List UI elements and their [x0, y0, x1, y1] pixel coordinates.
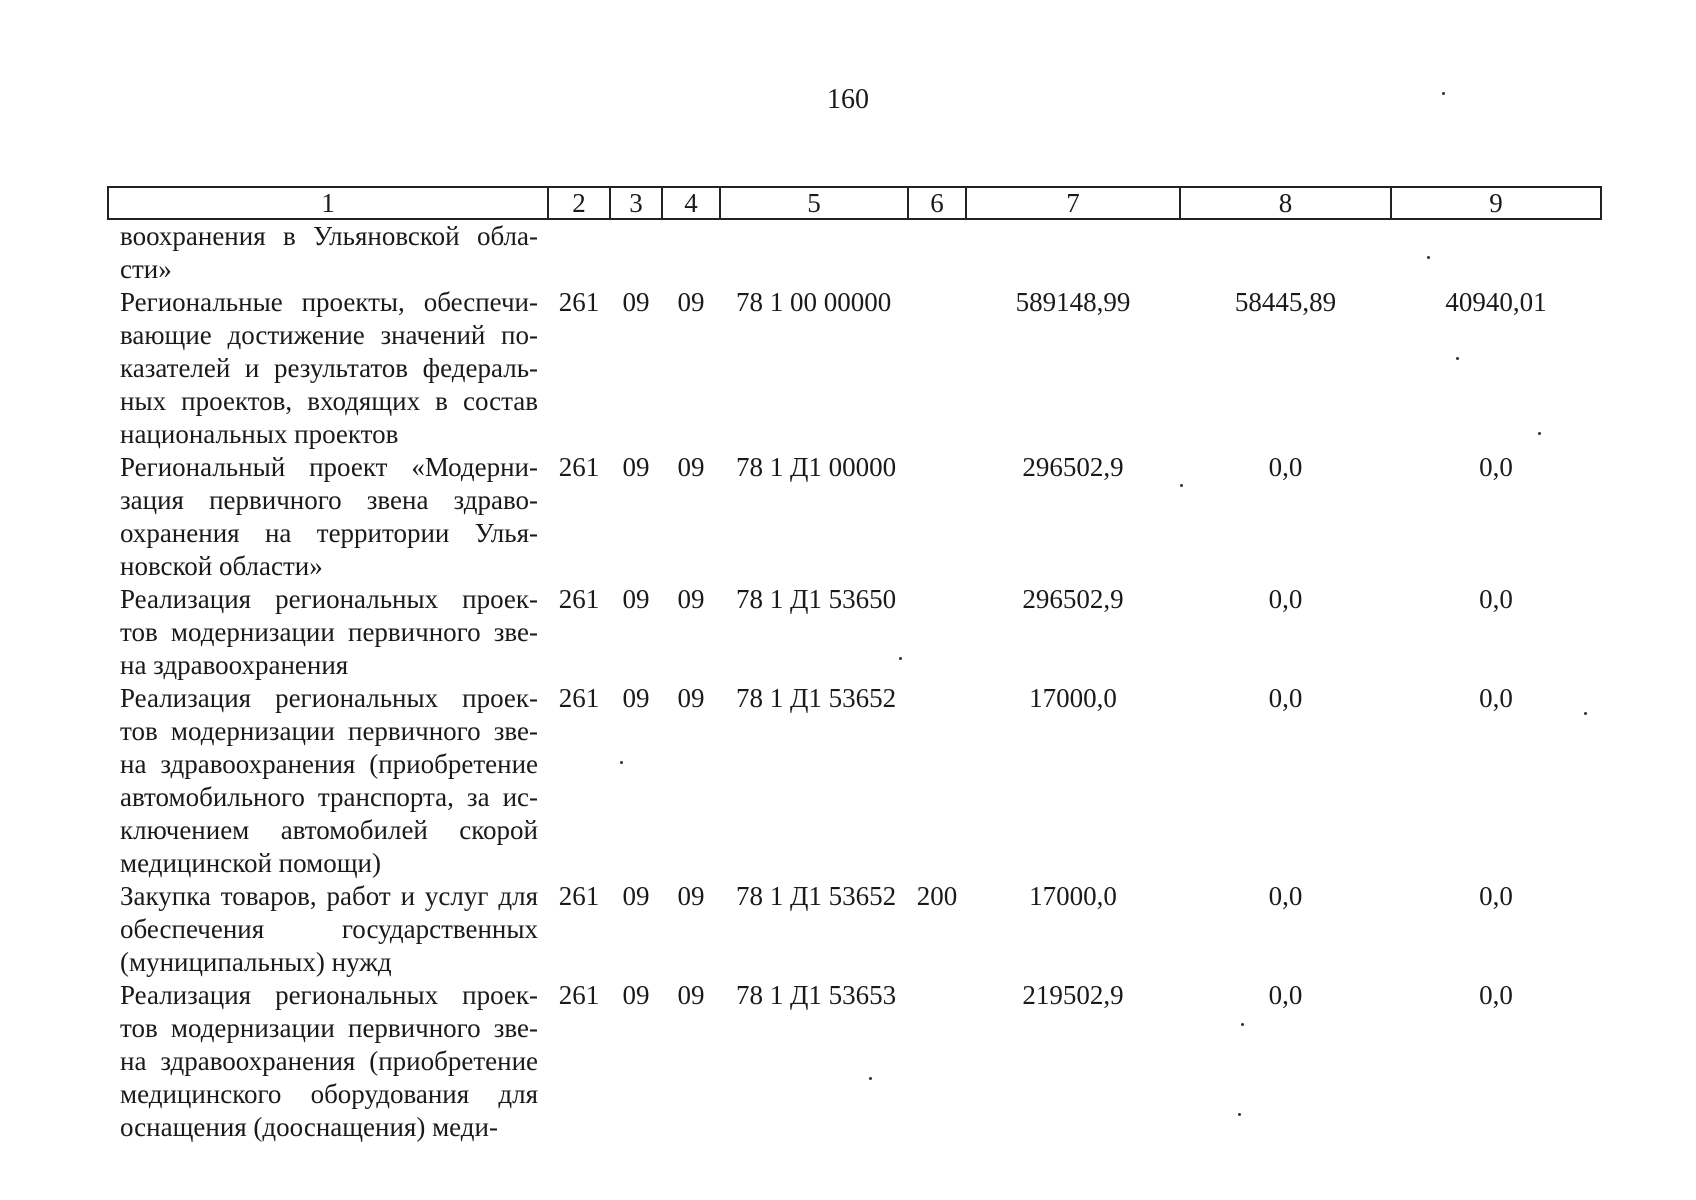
cell-amount-year2: 0,0 — [1268, 584, 1303, 614]
cell-section: 09 — [622, 980, 650, 1010]
cell-section: 09 — [622, 881, 650, 911]
column-header: 4 — [662, 187, 720, 219]
cell-amount-year3: 0,0 — [1479, 584, 1513, 614]
column-header: 5 — [720, 187, 908, 219]
cell-admin-code: 261 — [558, 452, 600, 482]
row-name: воохранения в Ульяновской обла-сти» — [120, 221, 538, 284]
cell-amount-year1: 17000,0 — [1029, 683, 1117, 713]
cell-expense-type — [908, 286, 966, 451]
cell-subsection: 09 — [677, 683, 705, 713]
budget-table — [107, 186, 1602, 1144]
cell-target-article — [720, 219, 908, 286]
cell-amount-year2: 0,0 — [1268, 452, 1303, 482]
cell-amount-year1: 589148,99 — [1015, 287, 1131, 317]
row-name: Реализация региональных проек-тов модернизации первичного зве-на здравоохранения (приобретение медицинского оборудования для оснащения (дооснащения) меди- — [120, 980, 538, 1142]
table-row — [108, 880, 1601, 979]
cell-admin-code — [548, 219, 610, 286]
scan-speck — [1238, 1113, 1241, 1116]
row-name: Реализация региональных проек-тов модернизации первичного зве-на здравоохранения — [120, 584, 538, 680]
cell-amount-year3: 0,0 — [1479, 881, 1513, 911]
scan-speck — [1584, 712, 1587, 715]
column-header: 9 — [1391, 187, 1601, 219]
cell-amount-year3 — [1391, 219, 1601, 286]
cell-amount-year2: 58445,89 — [1234, 287, 1337, 317]
cell-section: 09 — [622, 683, 650, 713]
cell-target-article: 78 1 Д1 00000 — [736, 452, 897, 482]
column-header: 2 — [548, 187, 610, 219]
cell-target-article: 78 1 Д1 53652 — [736, 881, 897, 911]
row-name: Региональные проекты, обеспечи-вающие достижение значений по-казателей и результатов федераль-ных проектов, входящих в состав национальных проектов — [120, 287, 538, 449]
row-name: Региональный проект «Модерни-зация первичного звена здраво-охранения на территории Улья-новской области» — [120, 452, 538, 581]
cell-subsection: 09 — [677, 287, 705, 317]
header-row — [108, 187, 1601, 219]
cell-amount-year1: 17000,0 — [1029, 881, 1117, 911]
table-body — [108, 219, 1601, 1144]
cell-subsection: 09 — [677, 452, 705, 482]
scan-speck — [1241, 1023, 1244, 1026]
scan-speck — [1538, 432, 1541, 435]
cell-amount-year2: 0,0 — [1268, 881, 1303, 911]
column-header: 7 — [966, 187, 1180, 219]
table-row — [108, 286, 1601, 451]
table-row — [108, 219, 1601, 286]
column-header: 6 — [908, 187, 966, 219]
scan-speck — [899, 657, 902, 660]
cell-amount-year3: 0,0 — [1479, 452, 1513, 482]
cell-expense-type — [908, 979, 966, 1144]
cell-target-article: 78 1 Д1 53652 — [736, 683, 897, 713]
scan-speck — [1427, 256, 1430, 259]
column-header: 3 — [610, 187, 662, 219]
cell-expense-type — [908, 451, 966, 583]
cell-admin-code: 261 — [558, 683, 600, 713]
cell-amount-year3: 0,0 — [1479, 980, 1513, 1010]
row-name: Реализация региональных проек-тов модернизации первичного зве-на здравоохранения (приобретение автомобильного транспорта, за ис-ключением автомобилей скорой медицинской помощи) — [120, 683, 538, 878]
cell-section: 09 — [622, 584, 650, 614]
cell-subsection — [662, 219, 720, 286]
table-row — [108, 682, 1601, 880]
cell-subsection: 09 — [677, 584, 705, 614]
table-row — [108, 979, 1601, 1144]
cell-target-article: 78 1 Д1 53653 — [736, 980, 897, 1010]
cell-amount-year2 — [1180, 219, 1391, 286]
cell-admin-code: 261 — [558, 584, 600, 614]
cell-amount-year2: 0,0 — [1268, 683, 1303, 713]
cell-subsection: 09 — [677, 881, 705, 911]
page-number: 160 — [827, 84, 869, 115]
budget-table-wrapper — [107, 186, 1600, 1144]
cell-target-article: 78 1 00 00000 — [736, 287, 892, 317]
cell-amount-year1: 219502,9 — [1022, 980, 1124, 1010]
column-header: 1 — [108, 187, 548, 219]
cell-amount-year1 — [966, 219, 1180, 286]
cell-admin-code: 261 — [558, 980, 600, 1010]
cell-subsection: 09 — [677, 980, 705, 1010]
scan-speck — [1442, 92, 1445, 95]
scan-speck — [869, 1077, 872, 1080]
row-name: Закупка товаров, работ и услуг для обеспечения государственных (муниципальных) нужд — [120, 881, 538, 977]
cell-amount-year3: 40940,01 — [1445, 287, 1547, 317]
table-row — [108, 451, 1601, 583]
cell-admin-code: 261 — [558, 287, 600, 317]
table-row — [108, 583, 1601, 682]
table-header — [108, 187, 1601, 219]
cell-amount-year3: 0,0 — [1479, 683, 1513, 713]
cell-expense-type — [908, 682, 966, 880]
cell-section: 09 — [622, 452, 650, 482]
cell-admin-code: 261 — [558, 881, 600, 911]
scan-speck — [1180, 484, 1183, 487]
scan-speck — [620, 761, 623, 764]
scan-speck — [1456, 357, 1459, 360]
column-header: 8 — [1180, 187, 1391, 219]
cell-amount-year1: 296502,9 — [1022, 452, 1124, 482]
cell-amount-year1: 296502,9 — [1022, 584, 1124, 614]
cell-expense-type — [908, 583, 966, 682]
cell-expense-type: 200 — [916, 881, 958, 911]
cell-section — [610, 219, 662, 286]
cell-target-article: 78 1 Д1 53650 — [736, 584, 897, 614]
cell-section: 09 — [622, 287, 650, 317]
cell-expense-type — [908, 219, 966, 286]
cell-amount-year2: 0,0 — [1268, 980, 1303, 1010]
